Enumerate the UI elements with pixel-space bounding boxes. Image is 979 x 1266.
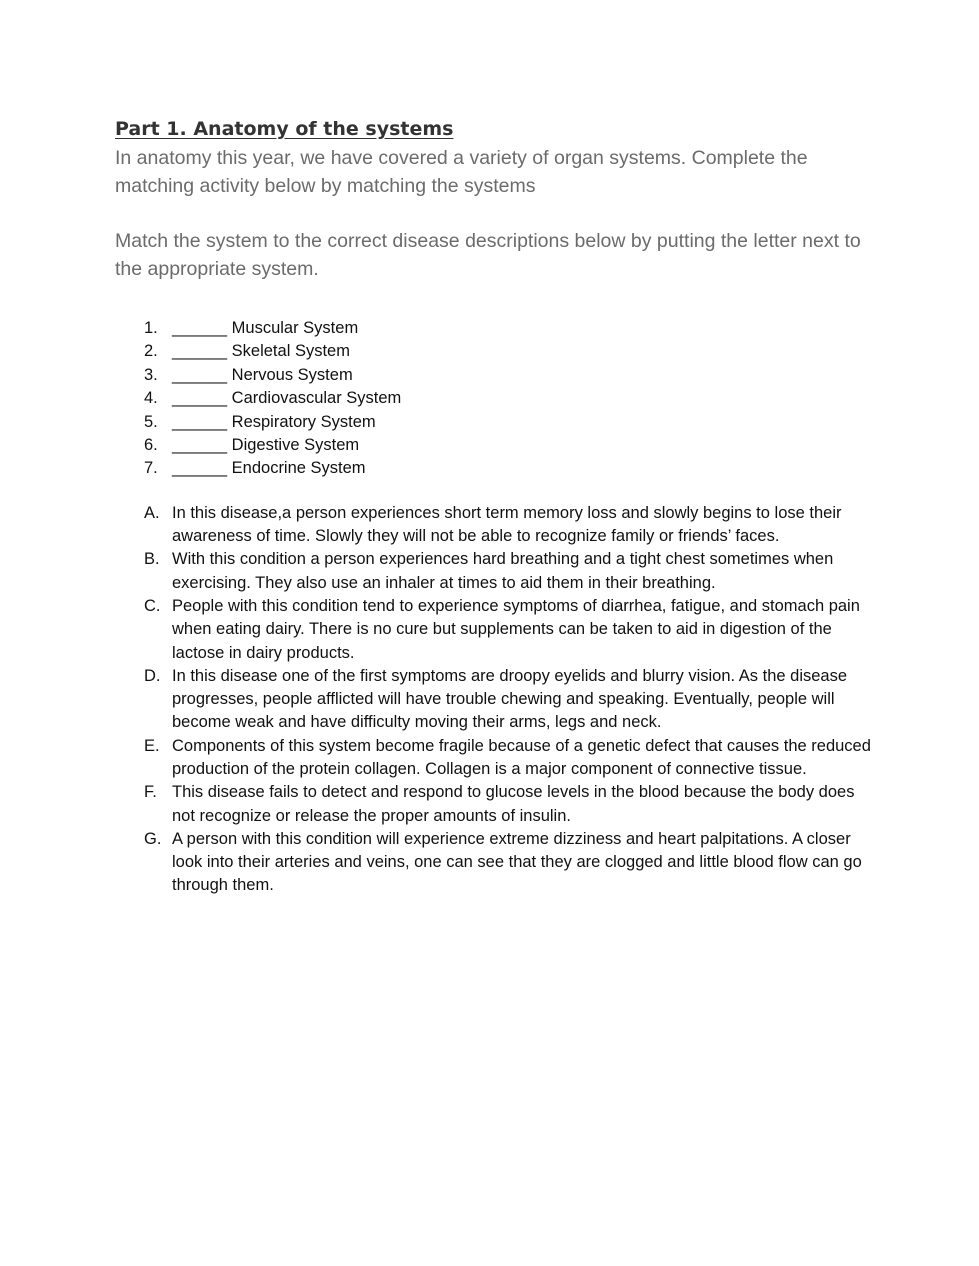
system-item [115,434,875,457]
description-item [115,735,872,782]
list-marker: 3. [144,365,158,384]
list-marker: A. [144,503,160,522]
list-marker: B. [144,550,160,569]
list-marker: E. [144,736,160,755]
answer-blank[interactable]: ______ [172,319,228,337]
description-item [115,595,872,665]
system-label: Endocrine System [231,459,366,478]
list-marker: C. [144,596,161,615]
description-text: A person with this condition will experience extreme dizziness and heart palpitations. A closer look into their arteries and veins, one can see that they are clogged and little blood flow can go through them. [172,829,862,895]
system-label: Nervous System [231,365,353,384]
answer-blank[interactable]: ______ [172,342,228,361]
instructions-paragraph: Match the system to the correct disease descriptions below by putting the letter next to the appropriate system. [115,230,861,280]
list-marker: 6. [144,435,158,454]
description-text: In this disease,a person experiences short term memory loss and slowly begins to lose their awareness of time. Slowly they will not be able to recognize family or friends’ faces. [172,503,842,546]
description-text: With this condition a person experiences hard breathing and a tight chest sometimes when exercising. They also use an inhaler at times to aid them in their breathing. [172,550,834,592]
description-text: This disease fails to detect and respond to glucose levels in the blood because the body does not recognize or release the proper amounts of insulin. [172,783,855,825]
system-item [115,340,875,363]
description-text: Components of this system become fragile because of a genetic defect that causes the reduced production of the protein collagen. Collagen is a major component of connective tissue. [172,736,871,778]
description-text: People with this condition tend to experience symptoms of diarrhea, fatigue, and stomach pain when eating dairy. There is no cure but supplements can be taken to aid in digestion of the lactose in dairy products. [172,596,860,662]
list-marker: G. [144,829,162,848]
description-item [115,828,872,898]
system-item [115,364,875,387]
list-marker: 5. [144,412,158,431]
description-text: In this disease one of the first symptoms are droopy eyelids and blurry vision. As the disease progresses, people afflicted will have trouble chewing and speaking. Eventually, people will become weak and have difficulty moving their arms, legs and neck. [172,666,848,732]
system-label: Cardiovascular System [231,389,402,408]
section-title: Part 1. Anatomy of the systems [115,118,454,140]
answer-blank[interactable]: ______ [172,435,228,454]
list-marker: 7. [144,459,158,478]
system-item [115,457,875,480]
answer-blank[interactable]: ______ [172,389,228,408]
description-item [115,781,872,828]
descriptions-list [115,502,875,898]
system-label: Respiratory System [231,412,376,431]
answer-blank[interactable]: ______ [172,412,228,431]
answer-blank[interactable]: ______ [172,365,228,384]
intro-paragraph: In anatomy this year, we have covered a variety of organ systems. Complete the matching activity below by matching the systems [115,147,808,197]
document-page [115,114,875,898]
description-item [115,548,872,595]
list-marker: 2. [144,342,158,361]
list-marker: 1. [144,319,158,337]
answer-blank[interactable]: ______ [172,459,228,478]
system-item [115,411,875,434]
list-marker: 4. [144,389,158,408]
list-marker: D. [144,666,161,685]
system-label: Skeletal System [231,342,350,361]
description-item [115,665,872,735]
description-item [115,502,872,549]
system-label: Digestive System [231,435,360,454]
list-marker: F. [144,783,157,802]
system-item [115,317,875,340]
system-item [115,387,875,410]
system-label: Muscular System [231,319,359,337]
systems-list [115,317,875,481]
